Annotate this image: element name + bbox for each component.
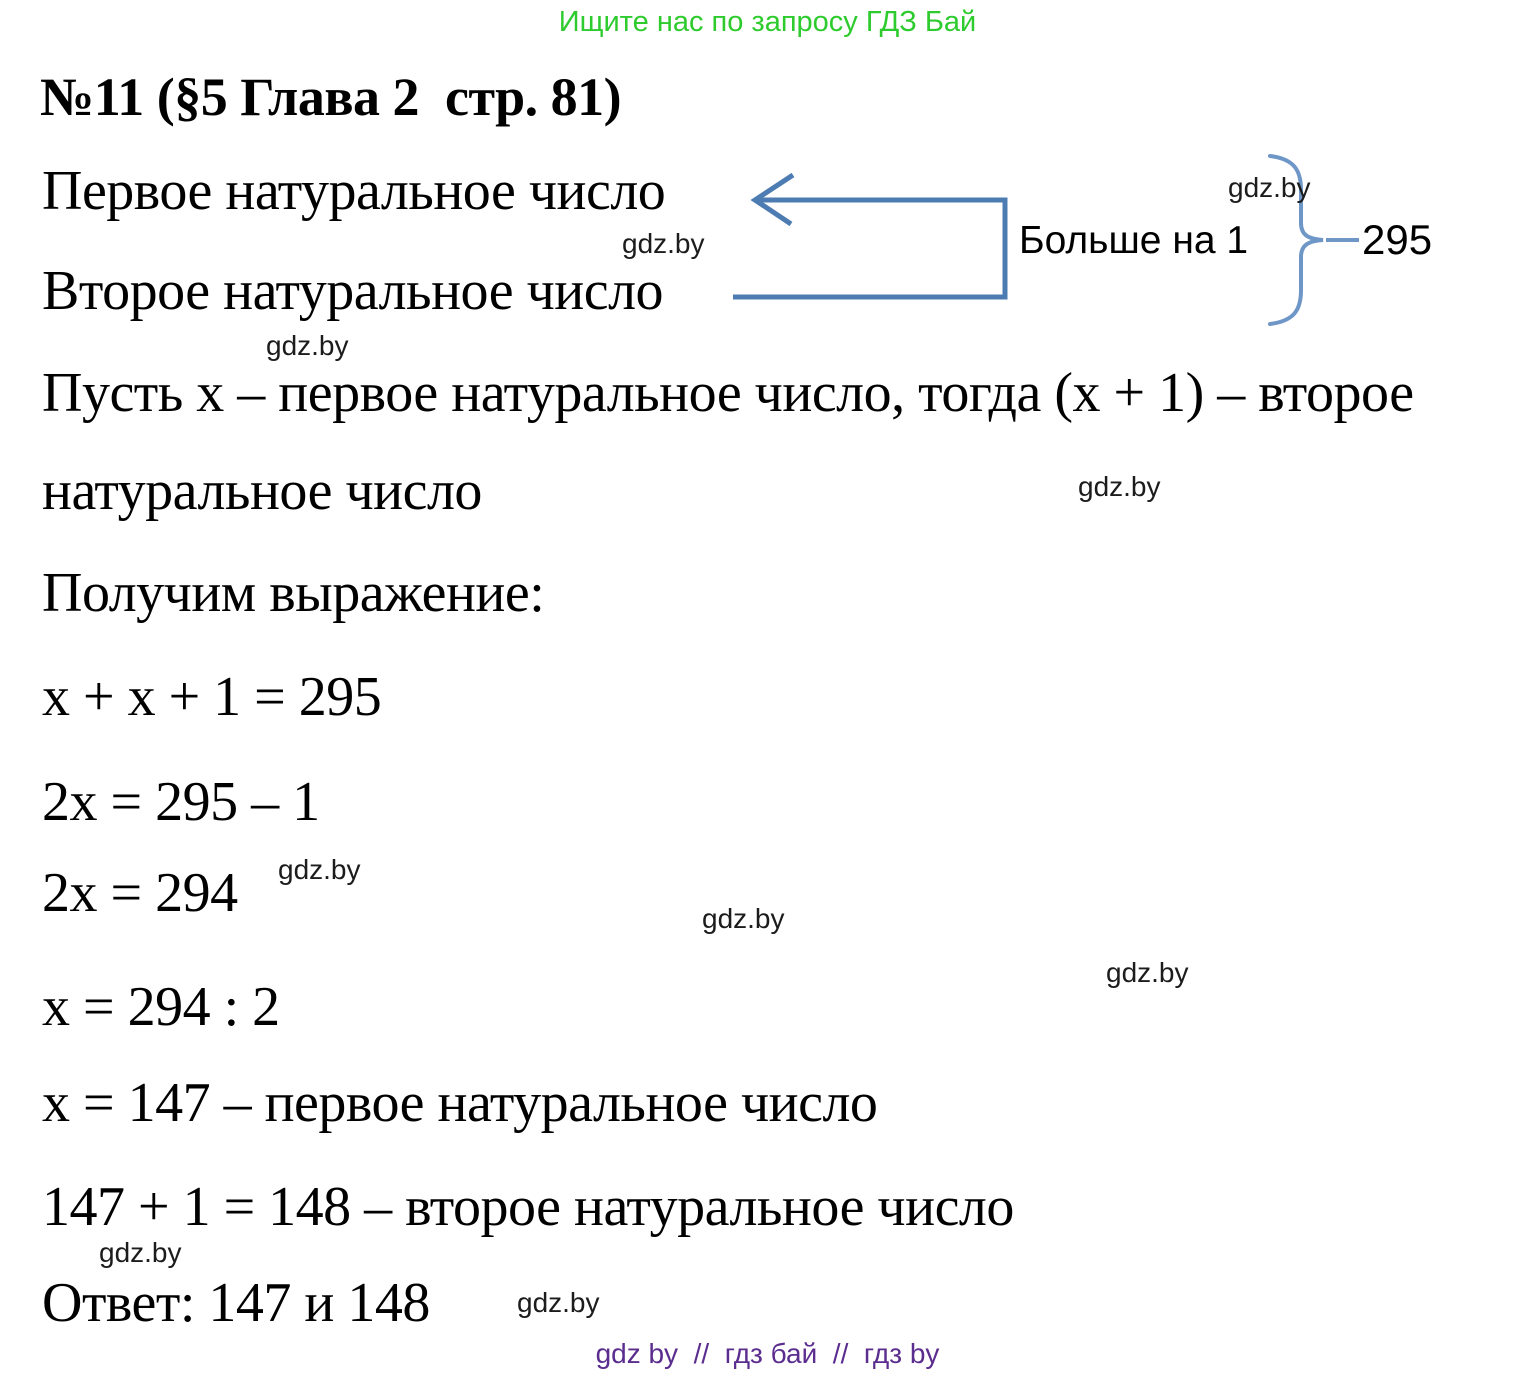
search-hint-banner: Ищите нас по запросу ГДЗ Бай [558, 6, 977, 38]
watermark: gdz.by [278, 854, 361, 885]
watermark: gdz.by [702, 903, 785, 934]
watermark: gdz.by [99, 1237, 182, 1268]
solution-line: х = 147 – первое натуральное число [42, 1072, 878, 1134]
solution-line: Пусть х – первое натуральное число, тогда (х + 1) – второе [42, 362, 1414, 424]
watermark: gdz.by [1228, 172, 1311, 203]
solution-line: х = 294 : 2 [42, 976, 280, 1038]
task-title: №11 (§5 Глава 2 стр. 81) [40, 67, 622, 127]
answer-line: Ответ: 147 и 148 [42, 1272, 430, 1334]
solution-line: 2х = 294 [42, 862, 238, 924]
watermark: gdz.by [266, 330, 349, 361]
total-value: 295 [1362, 216, 1433, 263]
watermark: gdz.by [1078, 471, 1161, 502]
solution-line: 2х = 295 – 1 [42, 771, 320, 833]
relation-label: Больше на 1 [1019, 219, 1249, 262]
watermark: gdz.by [517, 1287, 600, 1318]
watermark: gdz.by [1106, 957, 1189, 988]
solution-line: 147 + 1 = 148 – второе натуральное число [42, 1176, 1014, 1238]
watermark: gdz.by [622, 228, 705, 259]
solution-line: натуральное число [42, 460, 482, 522]
second-number-label: Второе натуральное число [42, 260, 664, 322]
first-number-label: Первое натуральное число [42, 160, 666, 222]
solution-line: Получим выражение: [42, 562, 545, 624]
site-footer-links: gdz by // гдз бай // гдз by [595, 1338, 940, 1369]
solution-line: х + х + 1 = 295 [42, 666, 382, 728]
